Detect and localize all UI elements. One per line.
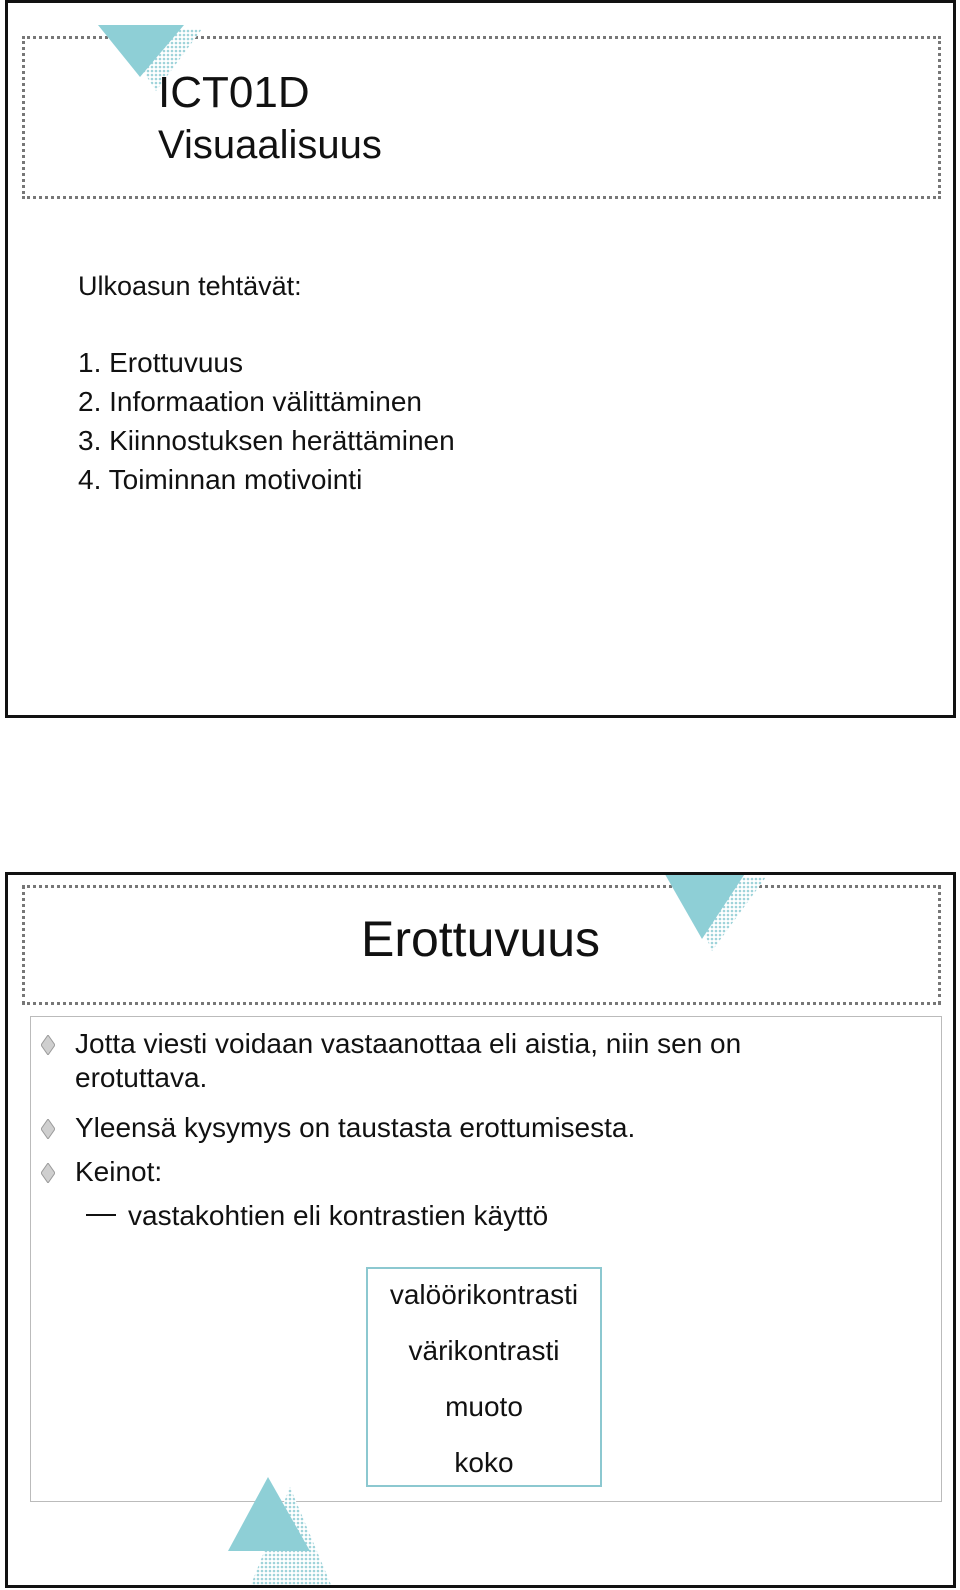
means-item: värikontrasti xyxy=(408,1335,560,1366)
bullet-text: Jotta viesti voidaan vastaanottaa eli aistia, niin sen on xyxy=(75,1028,742,1059)
slide-1 xyxy=(5,0,956,718)
list-item: 4. Toiminnan motivointi xyxy=(78,464,363,495)
means-box xyxy=(366,1267,602,1487)
slide-title: Erottuvuus xyxy=(360,911,600,967)
list-item: 3. Kiinnostuksen herättäminen xyxy=(78,425,455,456)
diamond-bullet-icon xyxy=(41,1035,55,1055)
list-heading: Ulkoasun tehtävät: xyxy=(78,271,302,301)
means-item: koko xyxy=(454,1447,514,1478)
bullet-text: Yleensä kysymys on taustasta erottumisesta. xyxy=(75,1112,636,1143)
means-item: muoto xyxy=(445,1391,523,1422)
sub-bullet-text: vastakohtien eli kontrastien käyttö xyxy=(128,1200,549,1231)
dash-icon xyxy=(86,1214,116,1216)
bullet-item xyxy=(75,1027,741,1095)
numbered-list xyxy=(78,343,455,499)
slide-title-subject: Visuaalisuus xyxy=(158,123,382,167)
sub-bullet-item xyxy=(86,1199,548,1233)
bullet-text: Keinot: xyxy=(75,1156,163,1187)
slide-2 xyxy=(5,872,956,1588)
diamond-bullet-icon xyxy=(41,1119,55,1139)
triangle-decoration-icon xyxy=(228,1477,338,1587)
list-item: 2. Informaation välittäminen xyxy=(78,386,422,417)
bullet-text-continued: erotuttava. xyxy=(75,1062,208,1093)
bullet-item xyxy=(75,1111,635,1145)
means-item: valöörikontrasti xyxy=(389,1279,579,1310)
diamond-bullet-icon xyxy=(41,1163,55,1183)
slide-title-code: ICT01D xyxy=(158,68,310,117)
list-item: 1. Erottuvuus xyxy=(78,347,243,378)
bullet-item xyxy=(75,1155,162,1189)
